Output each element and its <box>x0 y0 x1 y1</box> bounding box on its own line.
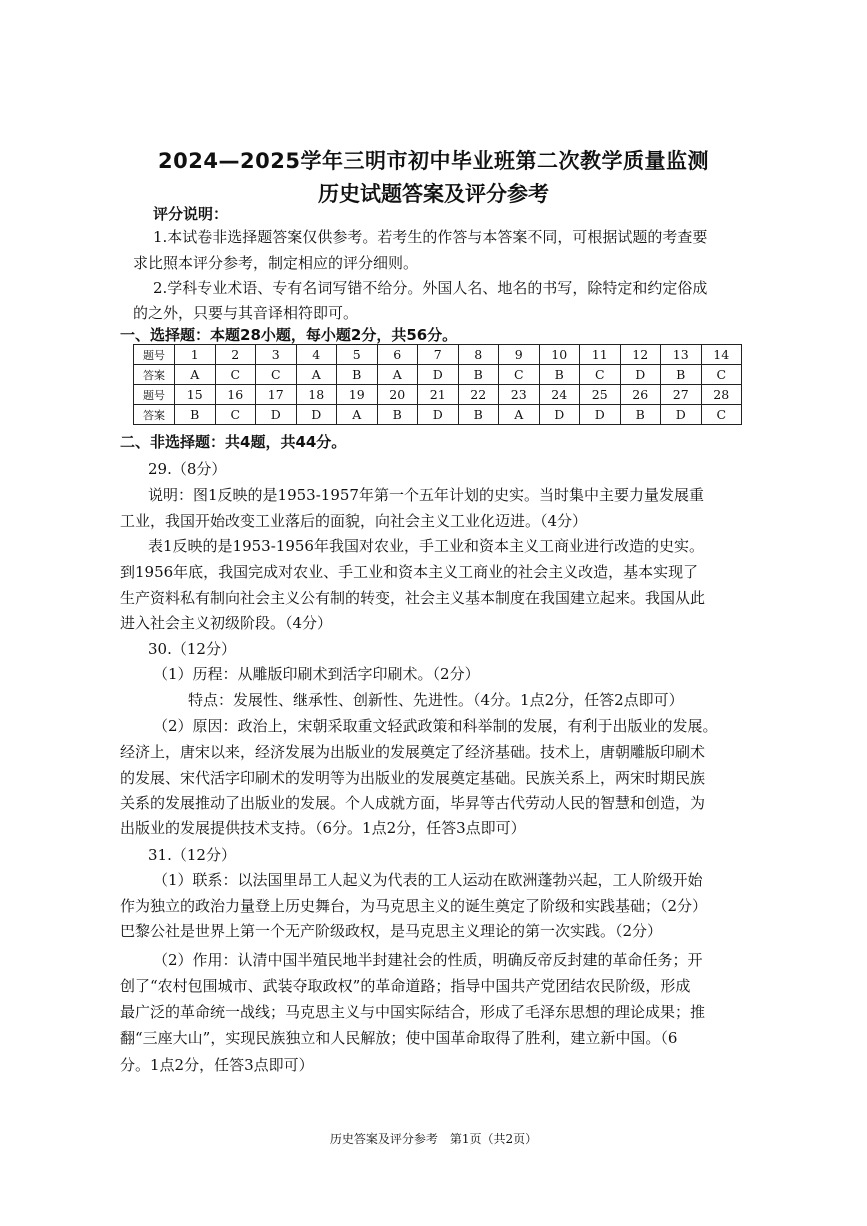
table-cell: C <box>499 365 540 385</box>
note-2-line-2: 的之外，只要与其音译相符即可。 <box>133 304 359 322</box>
q31-line: 巴黎公社是世界上第一个无产阶级政权，是马克思主义理论的第一次实践。（2分） <box>120 922 663 940</box>
q29-heading: 29.（8分） <box>148 460 227 478</box>
section-1-heading: 一、选择题：本题28小题，每小题2分，共56分。 <box>120 326 458 344</box>
table-cell: C <box>701 405 742 425</box>
table-cell: 10 <box>539 345 580 365</box>
q30-line: 出版业的发展提供技术支持。（6分。1点2分，任答3点即可） <box>120 819 526 837</box>
q31-line: 分。1点2分，任答3点即可） <box>120 1056 314 1074</box>
table-cell: 9 <box>499 345 540 365</box>
table-cell: 22 <box>458 385 499 405</box>
answer-table <box>133 344 742 425</box>
table-cell: D <box>418 405 459 425</box>
table-cell: 12 <box>620 345 661 365</box>
table-cell: 11 <box>580 345 621 365</box>
table-cell: 1 <box>175 345 216 365</box>
table-cell: 23 <box>499 385 540 405</box>
table-cell: 3 <box>256 345 297 365</box>
note-1-line-1: 1.本试卷非选择题答案仅供参考。若考生的作答与本答案不同，可根据试题的考查要 <box>153 228 708 246</box>
note-1-line-2: 求比照本评分参考，制定相应的评分细则。 <box>133 254 419 272</box>
table-header-cell: 答案 <box>134 365 175 385</box>
table-cell: 21 <box>418 385 459 405</box>
table-cell: 13 <box>661 345 702 365</box>
table-cell: B <box>458 365 499 385</box>
table-cell: C <box>580 365 621 385</box>
q29-line: 表1反映的是1953-1956年我国对农业，手工业和资本主义工商业进行改造的史实。 <box>148 537 704 555</box>
page-subtitle: 历史试题答案及评分参考 <box>318 182 549 206</box>
q30-line: （2）原因：政治上，宋朝采取重文轻武政策和科举制的发展，有利于出版业的发展。 <box>153 717 718 735</box>
table-cell: A <box>377 365 418 385</box>
table-cell: B <box>337 365 378 385</box>
table-cell: 15 <box>175 385 216 405</box>
table-cell: A <box>337 405 378 425</box>
table-cell: 17 <box>256 385 297 405</box>
q30-line: 经济上，唐宋以来，经济发展为出版业的发展奠定了经济基础。技术上，唐朝雕版印刷术 <box>120 743 706 761</box>
table-cell: B <box>377 405 418 425</box>
table-cell: B <box>661 365 702 385</box>
q29-line: 生产资料私有制向社会主义公有制的转变，社会主义基本制度在我国建立起来。我国从此 <box>120 589 706 607</box>
table-cell: C <box>215 405 256 425</box>
table-cell: C <box>701 365 742 385</box>
q29-line: 到1956年底，我国完成对农业、手工业和资本主义工商业的社会主义改造，基本实现了 <box>120 563 699 581</box>
table-cell: 5 <box>337 345 378 365</box>
table-cell: A <box>175 365 216 385</box>
table-cell: 19 <box>337 385 378 405</box>
table-cell: 28 <box>701 385 742 405</box>
table-cell: 24 <box>539 385 580 405</box>
table-cell: D <box>418 365 459 385</box>
table-cell: 27 <box>661 385 702 405</box>
table-cell: 14 <box>701 345 742 365</box>
page-footer: 历史答案及评分参考 第1页（共2页） <box>329 1132 538 1146</box>
table-cell: C <box>215 365 256 385</box>
table-cell: D <box>256 405 297 425</box>
q30-line: 特点：发展性、继承性、创新性、先进性。（4分。1点2分，任答2点即可） <box>188 691 684 709</box>
q29-line: 说明：图1反映的是1953-1957年第一个五年计划的史实。当时集中主要力量发展重 <box>148 486 704 504</box>
table-cell: 4 <box>296 345 337 365</box>
table-cell: A <box>499 405 540 425</box>
q31-heading: 31.（12分） <box>148 846 236 864</box>
table-cell: D <box>620 365 661 385</box>
q31-line: 最广泛的革命统一战线；马克思主义与中国实际结合，形成了毛泽东思想的理论成果；推 <box>120 1003 706 1021</box>
q30-line: （1）历程：从雕版印刷术到活字印刷术。（2分） <box>153 665 480 683</box>
table-cell: D <box>539 405 580 425</box>
table-cell: 7 <box>418 345 459 365</box>
table-cell: C <box>256 365 297 385</box>
table-cell: 26 <box>620 385 661 405</box>
table-header-cell: 答案 <box>134 405 175 425</box>
notes-heading: 评分说明： <box>153 205 229 223</box>
table-cell: D <box>661 405 702 425</box>
table-header-cell: 题号 <box>134 385 175 405</box>
table-cell: 8 <box>458 345 499 365</box>
q31-line: （1）联系：以法国里昂工人起义为代表的工人运动在欧洲蓬勃兴起，工人阶级开始 <box>153 871 703 889</box>
table-row <box>134 405 742 425</box>
q31-line: 作为独立的政治力量登上历史舞台，为马克思主义的诞生奠定了阶级和实践基础；（2分） <box>120 897 708 915</box>
q31-line: 翻“三座大山”，实现民族独立和人民解放；使中国革命取得了胜利，建立新中国。（6 <box>120 1029 678 1047</box>
section-2-heading: 二、非选择题：共4题，共44分。 <box>120 433 347 451</box>
table-cell: 2 <box>215 345 256 365</box>
table-row <box>134 365 742 385</box>
q30-line: 关系的发展推动了出版业的发展。个人成就方面，毕昇等古代劳动人民的智慧和创造，为 <box>120 794 706 812</box>
q31-line: （2）作用：认清中国半殖民地半封建社会的性质，明确反帝反封建的革命任务；开 <box>153 951 703 969</box>
table-cell: A <box>296 365 337 385</box>
q29-line: 工业，我国开始改变工业落后的面貌，向社会主义工业化迈进。（4分） <box>120 512 588 530</box>
q30-heading: 30.（12分） <box>148 640 236 658</box>
table-cell: 6 <box>377 345 418 365</box>
table-cell: 20 <box>377 385 418 405</box>
table-cell: 18 <box>296 385 337 405</box>
q30-line: 的发展、宋代活字印刷术的发明等为出版业的发展奠定基础。民族关系上，两宋时期民族 <box>120 769 706 787</box>
table-cell: B <box>539 365 580 385</box>
table-cell: 25 <box>580 385 621 405</box>
page-title: 2024—2025学年三明市初中毕业班第二次教学质量监测 <box>158 149 709 173</box>
table-row <box>134 345 742 365</box>
table-cell: 16 <box>215 385 256 405</box>
table-cell: D <box>580 405 621 425</box>
note-2-line-1: 2.学科专业术语、专有名词写错不给分。外国人名、地名的书写，除特定和约定俗成 <box>153 279 708 297</box>
table-cell: B <box>458 405 499 425</box>
table-header-cell: 题号 <box>134 345 175 365</box>
table-row <box>134 385 742 405</box>
q31-line: 创了“农村包围城市、武装夺取政权”的革命道路；指导中国共产党团结农民阶级，形成 <box>120 977 691 995</box>
table-cell: B <box>175 405 216 425</box>
table-cell: D <box>296 405 337 425</box>
table-cell: B <box>620 405 661 425</box>
q29-line: 进入社会主义初级阶段。（4分） <box>120 614 333 632</box>
